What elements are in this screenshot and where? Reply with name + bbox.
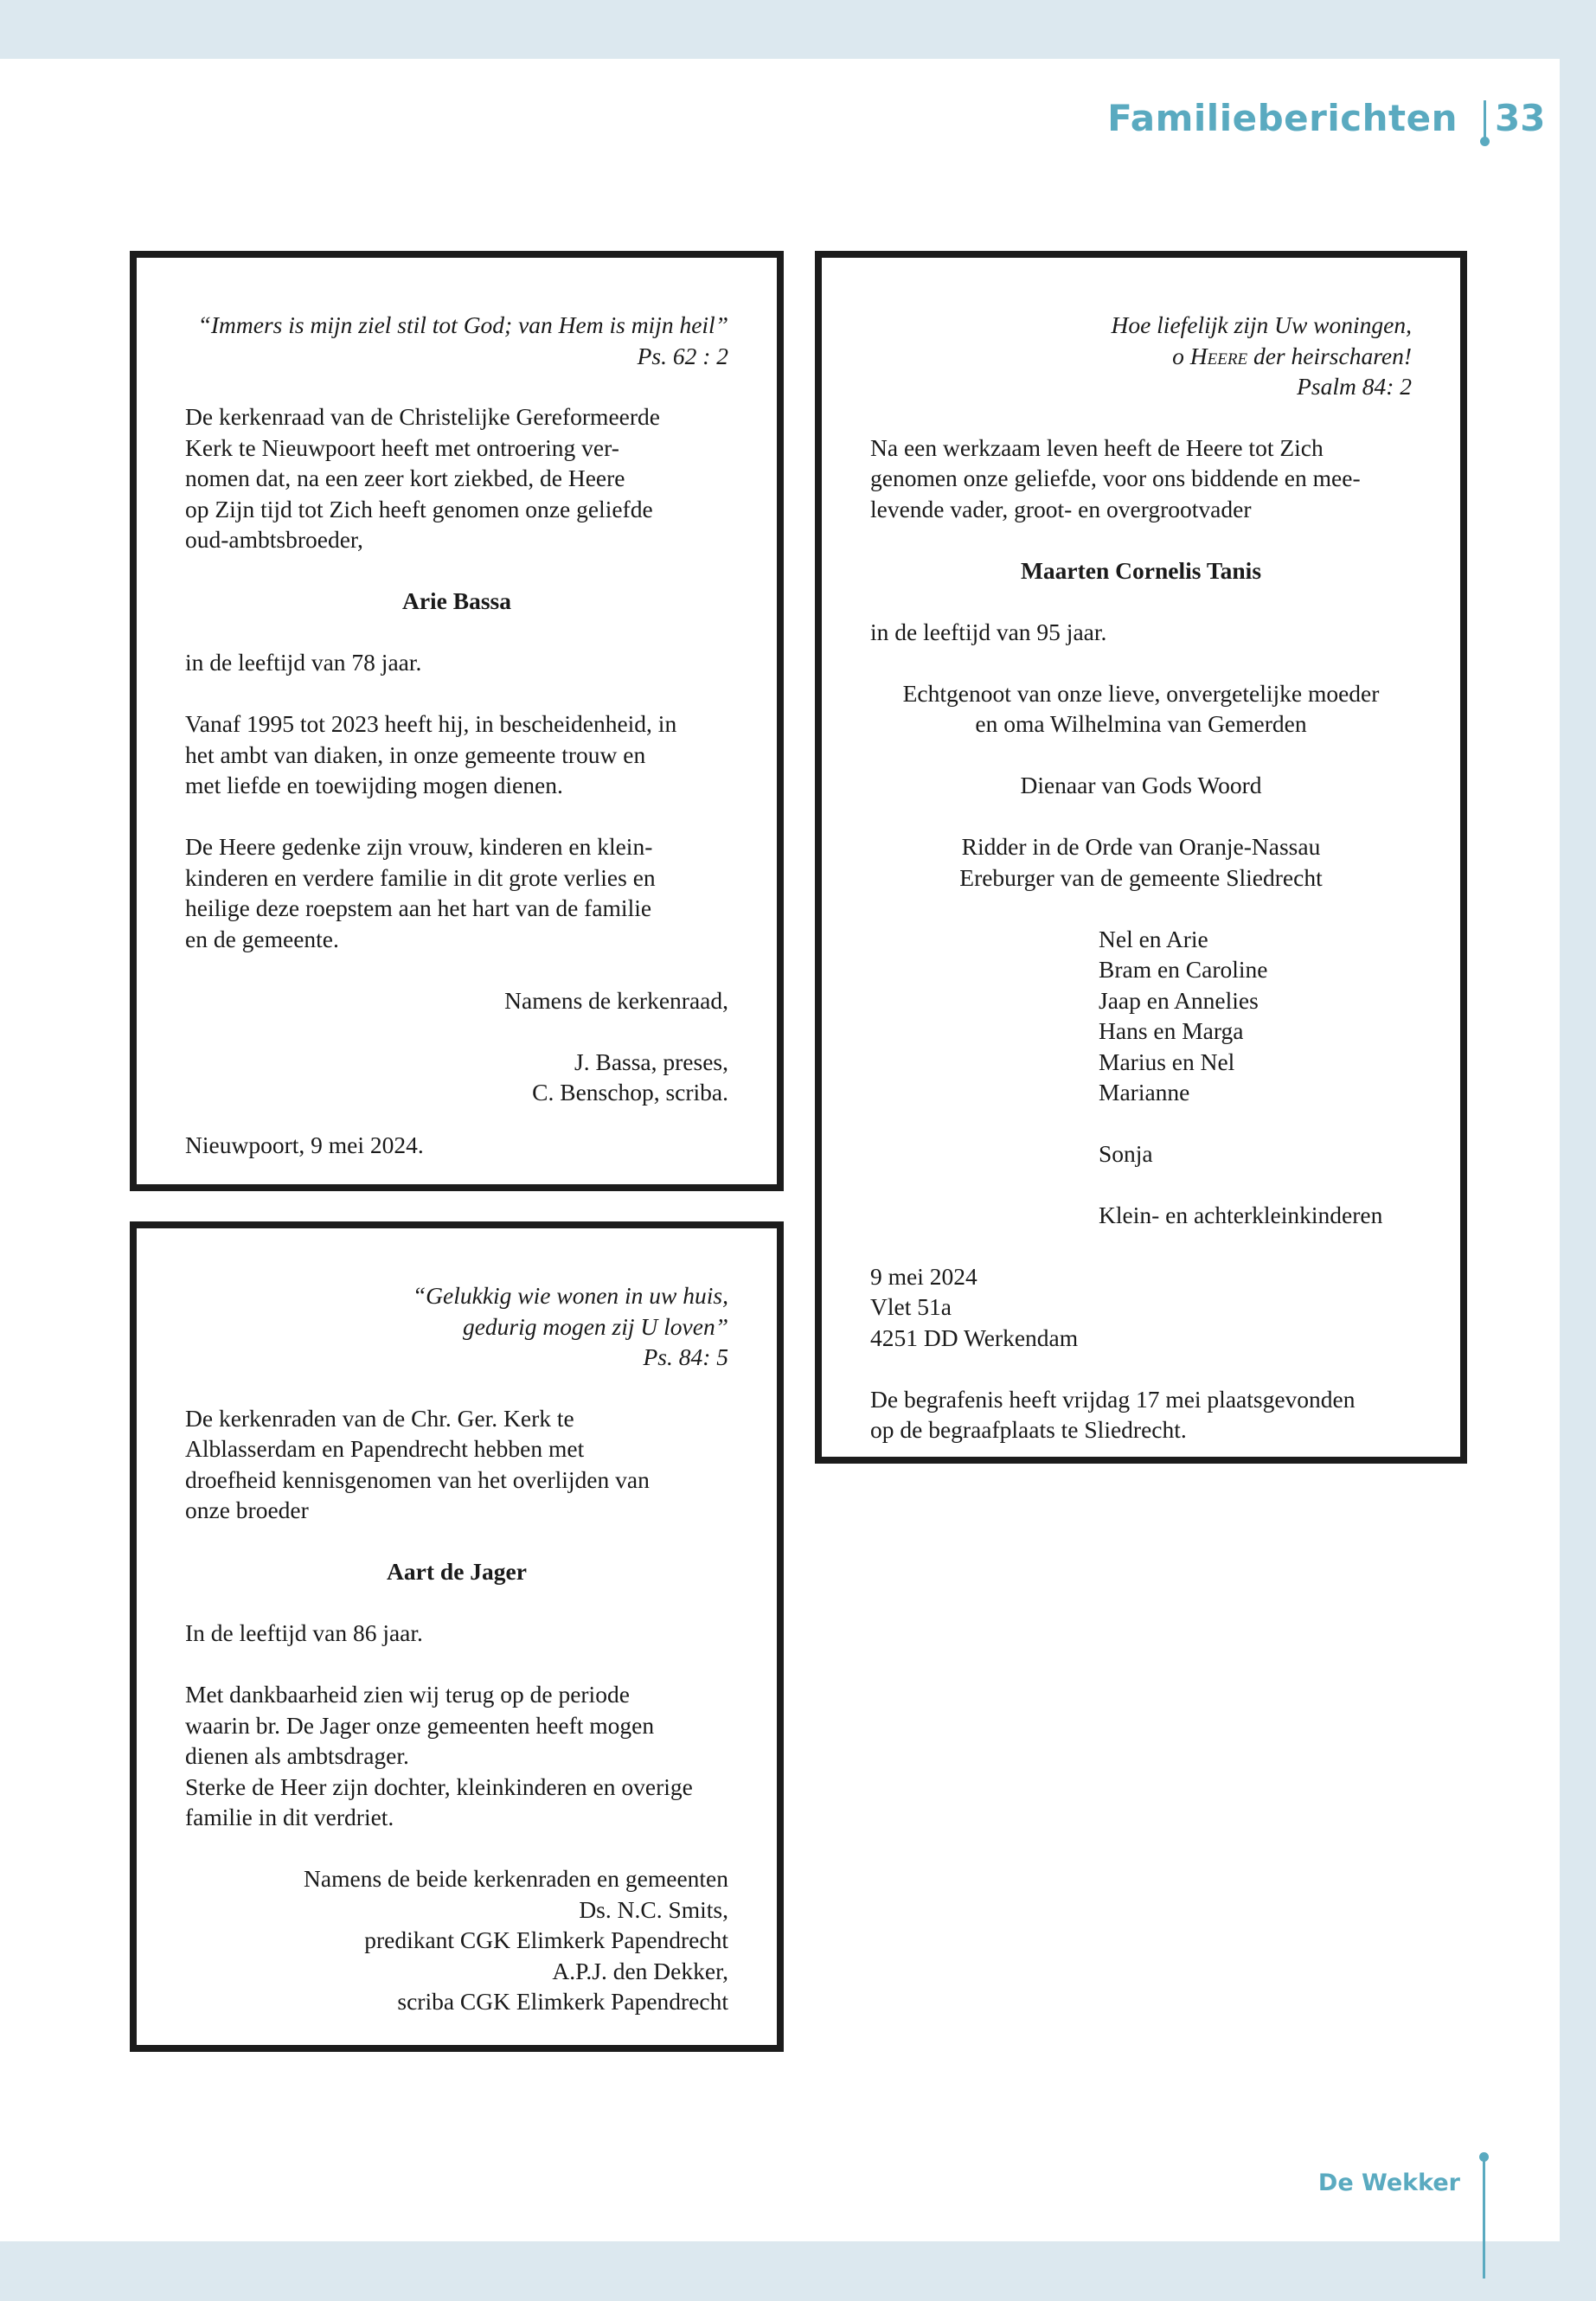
intro-line: droefheid kennisgenomen van het overlijden van bbox=[185, 1466, 650, 1493]
body-line: Met dankbaarheid zien wij terug op de periode bbox=[185, 1681, 630, 1708]
deceased-name: Maarten Cornelis Tanis bbox=[1020, 557, 1262, 584]
honor-line: Ridder in de Orde van Oranje-Nassau bbox=[961, 833, 1321, 860]
intro-line: nomen dat, na een zeer kort ziekbed, de Heere bbox=[185, 465, 625, 491]
family-member: Hans en Marga bbox=[1099, 1017, 1244, 1044]
notice-aart-de-jager bbox=[130, 1221, 784, 2052]
place-date: Nieuwpoort, 9 mei 2024. bbox=[185, 1131, 424, 1158]
intro-line: onze broeder bbox=[185, 1497, 309, 1523]
signature-line: predikant CGK Elimkerk Papendrecht bbox=[364, 1926, 728, 1953]
family-member: Bram en Caroline bbox=[1099, 956, 1268, 983]
page-number: 33 bbox=[1495, 97, 1546, 139]
wish-line: heilige deze roepstem aan het hart van de familie bbox=[185, 894, 652, 921]
service-line: Vanaf 1995 tot 2023 heeft hij, in bescheidenheid, in bbox=[185, 710, 677, 737]
deceased-name: Aart de Jager bbox=[387, 1558, 527, 1585]
intro-line: Kerk te Nieuwpoort heeft met ontroering ver- bbox=[185, 434, 619, 461]
family-member: Sonja bbox=[1099, 1140, 1153, 1167]
notice-maarten-cornelis-tanis bbox=[815, 251, 1467, 1464]
address-line: 9 mei 2024 bbox=[870, 1263, 977, 1290]
intro-line: De kerkenraad van de Christelijke Gereformeerde bbox=[185, 403, 660, 430]
spouse-line: en oma Wilhelmina van Gemerden bbox=[975, 710, 1307, 737]
wish-line: De Heere gedenke zijn vrouw, kinderen en klein- bbox=[185, 833, 653, 860]
body-line: waarin br. De Jager onze gemeenten heeft mogen bbox=[185, 1712, 655, 1739]
age-line: in de leeftijd van 95 jaar. bbox=[870, 619, 1107, 645]
family-member: Marius en Nel bbox=[1099, 1048, 1235, 1075]
signature-line: scriba CGK Elimkerk Papendrecht bbox=[397, 1988, 728, 2015]
bible-quote: “Immers is mijn ziel stil tot God; van Hem is mijn heil” bbox=[197, 311, 728, 338]
intro-line: Alblasserdam en Papendrecht hebben met bbox=[185, 1435, 585, 1462]
intro-line: oud-ambtsbroeder, bbox=[185, 526, 363, 553]
age-line: in de leeftijd van 78 jaar. bbox=[185, 649, 422, 676]
bible-quote: “Gelukkig wie wonen in uw huis, bbox=[412, 1282, 728, 1309]
bible-reference: Ps. 84: 5 bbox=[643, 1343, 728, 1370]
bible-quote bbox=[870, 341, 1412, 372]
bible-quote: Hoe liefelijk zijn Uw woningen, bbox=[1111, 311, 1412, 338]
bible-quote: gedurig mogen zij U loven” bbox=[462, 1313, 728, 1340]
intro-line: De kerkenraden van de Chr. Ger. Kerk te bbox=[185, 1405, 574, 1432]
publication-name: De Wekker bbox=[1317, 2170, 1460, 2196]
intro-line: Na een werkzaam leven heeft de Heere tot Zich bbox=[870, 434, 1324, 461]
bible-quote-prefix: o bbox=[1172, 343, 1190, 369]
intro-line: op Zijn tijd tot Zich heeft genomen onze geliefde bbox=[185, 496, 653, 522]
service-line: met liefde en toewijding mogen dienen. bbox=[185, 772, 563, 798]
body-line: familie in dit verdriet. bbox=[185, 1804, 394, 1830]
intro-line: genomen onze geliefde, voor ons biddende en mee- bbox=[870, 465, 1361, 491]
honor-line: Ereburger van de gemeente Sliedrecht bbox=[959, 864, 1323, 891]
body-line: Sterke de Heer zijn dochter, kleinkinderen en overige bbox=[185, 1773, 693, 1800]
signatory: C. Benschop, scriba. bbox=[532, 1079, 728, 1106]
footer-rule bbox=[1483, 2157, 1485, 2279]
age-line: In de leeftijd van 86 jaar. bbox=[185, 1619, 423, 1646]
deceased-name: Arie Bassa bbox=[401, 587, 512, 614]
body-line: dienen als ambtsdrager. bbox=[185, 1742, 409, 1769]
wish-line: en de gemeente. bbox=[185, 926, 339, 952]
address-line: Vlet 51a bbox=[870, 1293, 952, 1320]
spouse-line: Echtgenoot van onze lieve, onvergetelijke moeder bbox=[902, 680, 1380, 707]
footer-dot-ornament bbox=[1479, 2152, 1489, 2162]
bible-reference: Ps. 62 : 2 bbox=[637, 343, 728, 369]
intro-line: levende vader, groot- en overgrootvader bbox=[870, 496, 1252, 522]
notice-arie-bassa bbox=[130, 251, 784, 1191]
header-dot-ornament bbox=[1480, 137, 1490, 146]
family-member: Jaap en Annelies bbox=[1099, 987, 1259, 1014]
signatory: J. Bassa, preses, bbox=[574, 1048, 728, 1075]
bible-quote-suffix: der heirscharen! bbox=[1247, 343, 1412, 369]
header-separator bbox=[1484, 100, 1486, 140]
role-line: Dienaar van Gods Woord bbox=[1020, 772, 1262, 798]
signature-line: A.P.J. den Dekker, bbox=[552, 1958, 728, 1984]
family-member: Nel en Arie bbox=[1099, 926, 1208, 952]
bible-quote-heere: Heere bbox=[1189, 343, 1248, 369]
funeral-line: op de begraafplaats te Sliedrecht. bbox=[870, 1416, 1187, 1443]
on-behalf-line: Namens de kerkenraad, bbox=[504, 987, 728, 1014]
service-line: het ambt van diaken, in onze gemeente trouw en bbox=[185, 741, 646, 768]
bible-reference: Psalm 84: 2 bbox=[1297, 373, 1412, 400]
address-line: 4251 DD Werkendam bbox=[870, 1324, 1079, 1351]
section-title: Familieberichten bbox=[1107, 97, 1458, 139]
signature-line: Namens de beide kerkenraden en gemeenten bbox=[304, 1865, 728, 1892]
grandchildren-line: Klein- en achterkleinkinderen bbox=[1099, 1202, 1383, 1228]
family-member: Marianne bbox=[1099, 1079, 1190, 1106]
signature-line: Ds. N.C. Smits, bbox=[579, 1896, 728, 1923]
wish-line: kinderen en verdere familie in dit grote verlies en bbox=[185, 864, 656, 891]
funeral-line: De begrafenis heeft vrijdag 17 mei plaatsgevonden bbox=[870, 1386, 1356, 1413]
